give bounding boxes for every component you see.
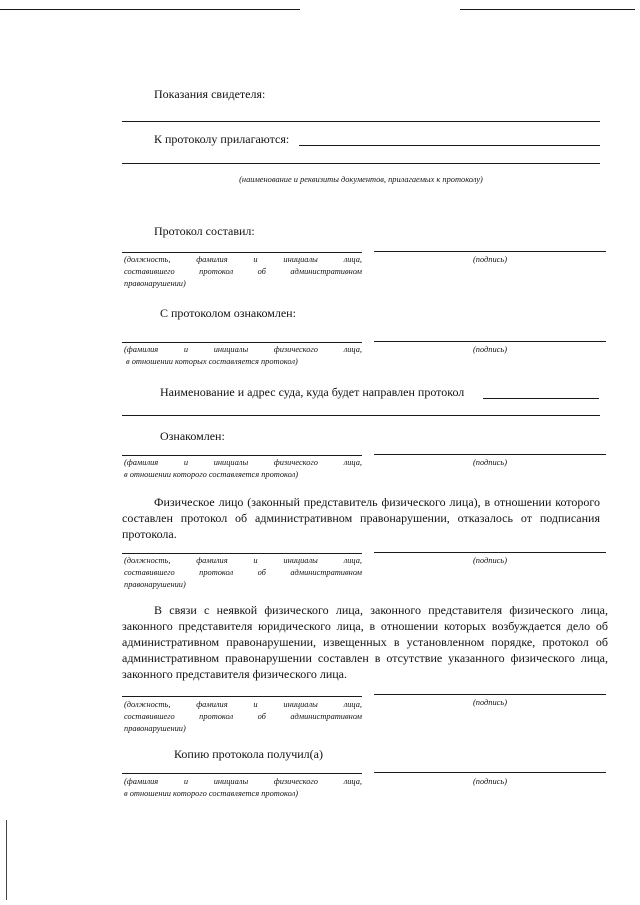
- court-label: Наименование и адрес суда, куда будет направлен протокол: [160, 385, 465, 399]
- copy-sign-line[interactable]: [374, 772, 606, 773]
- acquainted2-caption-l2: в отношении которого составляется протокол): [124, 470, 299, 479]
- attachments-label: К протоколу прилагаются:: [154, 132, 290, 146]
- compiled-caption-l3: правонарушении): [124, 279, 186, 288]
- acquainted2-sign-line[interactable]: [374, 454, 606, 455]
- attachments-line-2[interactable]: [122, 163, 600, 164]
- absence-sign-line[interactable]: [374, 694, 606, 695]
- refusal-caption-l2: составившего протокол об административном: [124, 568, 362, 577]
- acquainted-left-line[interactable]: [122, 342, 362, 343]
- absence-caption-l2: составившего протокол об административном: [124, 712, 362, 721]
- copy-caption-l1: (фамилия и инициалы физического лица,: [124, 777, 362, 786]
- witness-label: Показания свидетеля:: [154, 87, 266, 101]
- court-line-1[interactable]: [483, 398, 599, 399]
- refusal-caption-sign: (подпись): [473, 556, 507, 565]
- left-scan-edge: [6, 820, 7, 900]
- acquainted-caption-sign: (подпись): [473, 345, 507, 354]
- absence-paragraph: В связи с неявкой физического лица, законного представителя физического лица, законного представителя юридического лица, в отношении которых возбуждается дело об административном правонарушении, извещенных в установленном порядке, протокол об административном правонарушении составлен в отсутствие указанного физического лица, законного представителя физического лица.: [122, 603, 608, 681]
- acquainted-sign-line[interactable]: [374, 341, 606, 342]
- acquainted-caption-l1: (фамилия и инициалы физического лица,: [124, 345, 362, 354]
- absence-caption-l1: (должность, фамилия и инициалы лица,: [124, 700, 362, 709]
- copy-left-line[interactable]: [122, 773, 362, 774]
- refusal-left-line[interactable]: [122, 553, 362, 554]
- acquainted2-caption-l1: (фамилия и инициалы физического лица,: [124, 458, 362, 467]
- attachments-caption: (наименование и реквизиты документов, прилагаемых к протоколу): [239, 175, 483, 184]
- copy-label: Копию протокола получил(а): [174, 747, 323, 761]
- absence-caption-l3: правонарушении): [124, 724, 186, 733]
- compiled-sign-line[interactable]: [374, 251, 606, 252]
- copy-caption-l2: в отношении которого составляется протокол): [124, 789, 299, 798]
- acquainted2-left-line[interactable]: [122, 455, 362, 456]
- compiled-caption-l1: (должность, фамилия и инициалы лица,: [124, 255, 362, 264]
- compiled-caption-l2: составившего протокол об административном: [124, 267, 362, 276]
- court-line-2[interactable]: [122, 415, 600, 416]
- witness-line[interactable]: [122, 121, 600, 122]
- refusal-paragraph: Физическое лицо (законный представитель физического лица), в отношении которого составлен протокол об административном правонарушении, отказалось от подписания протокола.: [122, 495, 600, 541]
- compiled-caption-sign: (подпись): [473, 255, 507, 264]
- acquainted2-label: Ознакомлен:: [160, 429, 225, 443]
- acquainted2-caption-sign: (подпись): [473, 458, 507, 467]
- attachments-line-1[interactable]: [299, 145, 600, 146]
- acquainted-caption-l2: в отношении которых составляется протокол): [126, 357, 298, 366]
- refusal-caption-l3: правонарушении): [124, 580, 186, 589]
- absence-left-line[interactable]: [122, 696, 362, 697]
- top-rule-left: [0, 9, 300, 10]
- absence-caption-sign: (подпись): [473, 698, 507, 707]
- top-rule-right: [460, 9, 635, 10]
- refusal-caption-l1: (должность, фамилия и инициалы лица,: [124, 556, 362, 565]
- compiled-label: Протокол составил:: [154, 224, 255, 238]
- copy-caption-sign: (подпись): [473, 777, 507, 786]
- refusal-sign-line[interactable]: [374, 552, 606, 553]
- compiled-left-line[interactable]: [122, 252, 362, 253]
- acquainted-label: С протоколом ознакомлен:: [160, 306, 296, 320]
